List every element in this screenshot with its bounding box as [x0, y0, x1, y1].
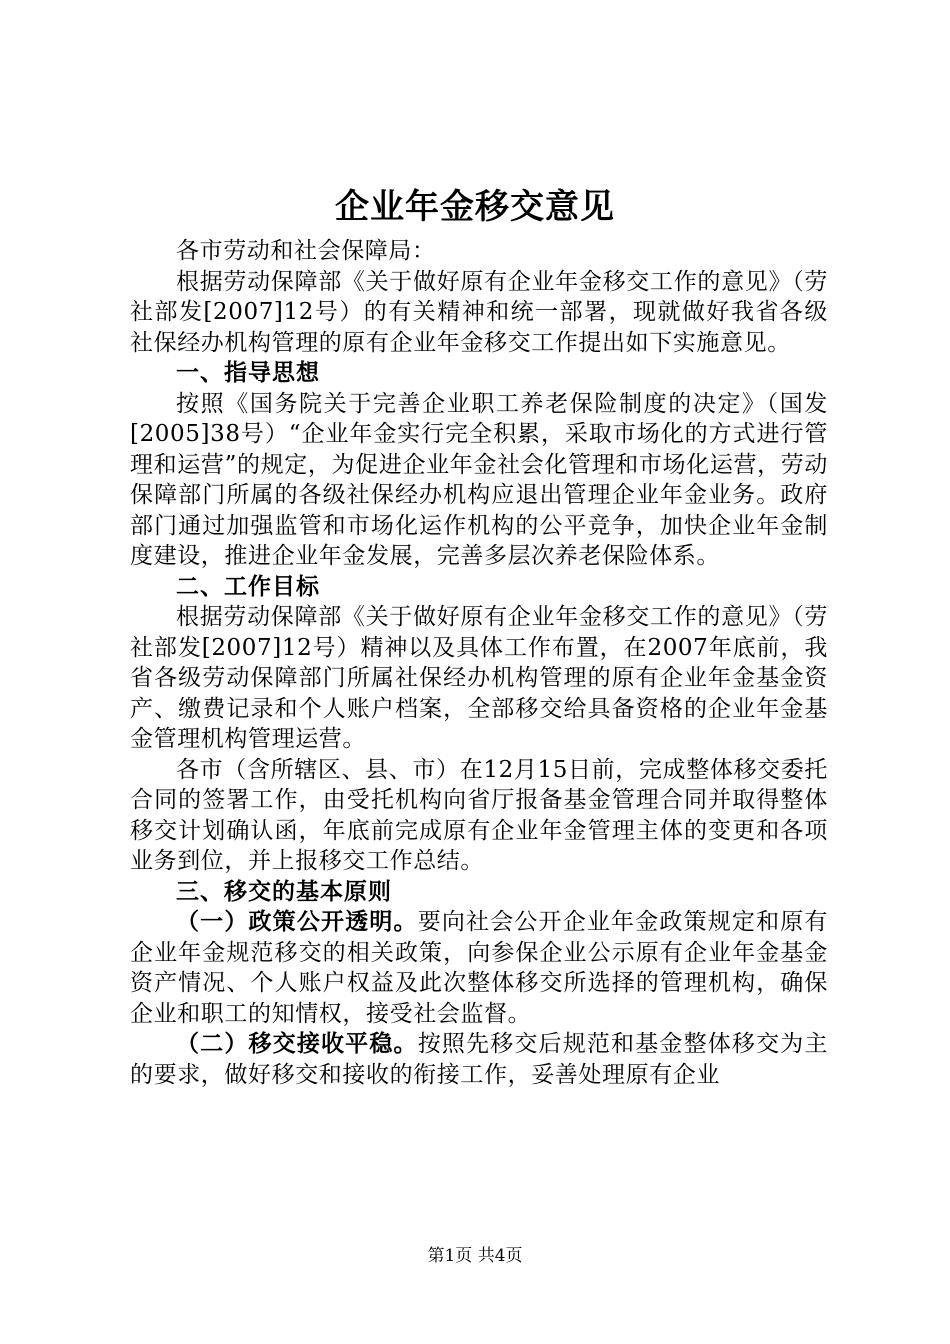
- salutation: 各市劳动和社会保障局：: [176, 238, 436, 264]
- page-number-footer: 第1页 共4页: [427, 1246, 523, 1266]
- section-heading-work-goals: 二、工作目标: [176, 573, 320, 600]
- work-goals-paragraph-2: 各市（含所辖区、县、市）在12月15日前，完成整体移交委托合同的签署工作，由受托机构向省厅报备基金管理合同并取得整体移交计划确认函，年底前完成原有企业年金管理主体的变更和各项业务到位，并上报移交工作总结。: [130, 756, 828, 874]
- document-title: 企业年金移交意见: [335, 187, 615, 227]
- principle-text-1: 要向社会公开企业年金政策规定和原有企业年金规范移交的相关政策，向参保企业公示原有企业年金基金资产情况、个人账户权益及此次整体移交所选择的管理机构，确保企业和职工的知情权，接受社会监督。: [130, 909, 829, 1027]
- principle-paragraph-2: [130, 1029, 828, 1090]
- section-heading-basic-principles: 三、移交的基本原则: [176, 878, 392, 905]
- principle-lead-2: （二）移交接收平稳。: [176, 1031, 418, 1057]
- guiding-ideology-paragraph: 按照《国务院关于完善企业职工养老保险制度的决定》（国发[2005]38号）“企业年金实行完全积累，采取市场化的方式进行管理和运营”的规定，为促进企业年金社会化管理和市场化运营，劳动保障部门所属的各级社保经办机构应退出管理企业年金业务。政府部门通过加强监管和市场化运作机构的公平竞争，加快企业年金制度建设，推进企业年金发展，完善多层次养老保险体系。: [130, 390, 828, 569]
- work-goals-paragraph-1: 根据劳动保障部《关于做好原有企业年金移交工作的意见》（劳社部发[2007]12号）精神以及具体工作布置，在2007年底前，我省各级劳动保障部门所属社保经办机构管理的原有企业年金基金资产、缴费记录和个人账户档案，全部移交给具备资格的企业年金基金管理机构管理运营。: [130, 604, 828, 752]
- document-body: [130, 236, 828, 1090]
- section-heading-guiding-ideology: 一、指导思想: [176, 360, 320, 386]
- principle-text-2: 按照先移交后规范和基金整体移交为主的要求，做好移交和接收的衔接工作，妥善处理原有企业: [130, 1031, 829, 1088]
- principle-paragraph-1: [130, 907, 828, 1029]
- principle-lead-1: （一）政策公开透明。: [176, 909, 418, 935]
- intro-paragraph: 根据劳动保障部《关于做好原有企业年金移交工作的意见》（劳社部发[2007]12号）的有关精神和统一部署，现就做好我省各级社保经办机构管理的原有企业年金移交工作提出如下实施意见。: [130, 268, 828, 356]
